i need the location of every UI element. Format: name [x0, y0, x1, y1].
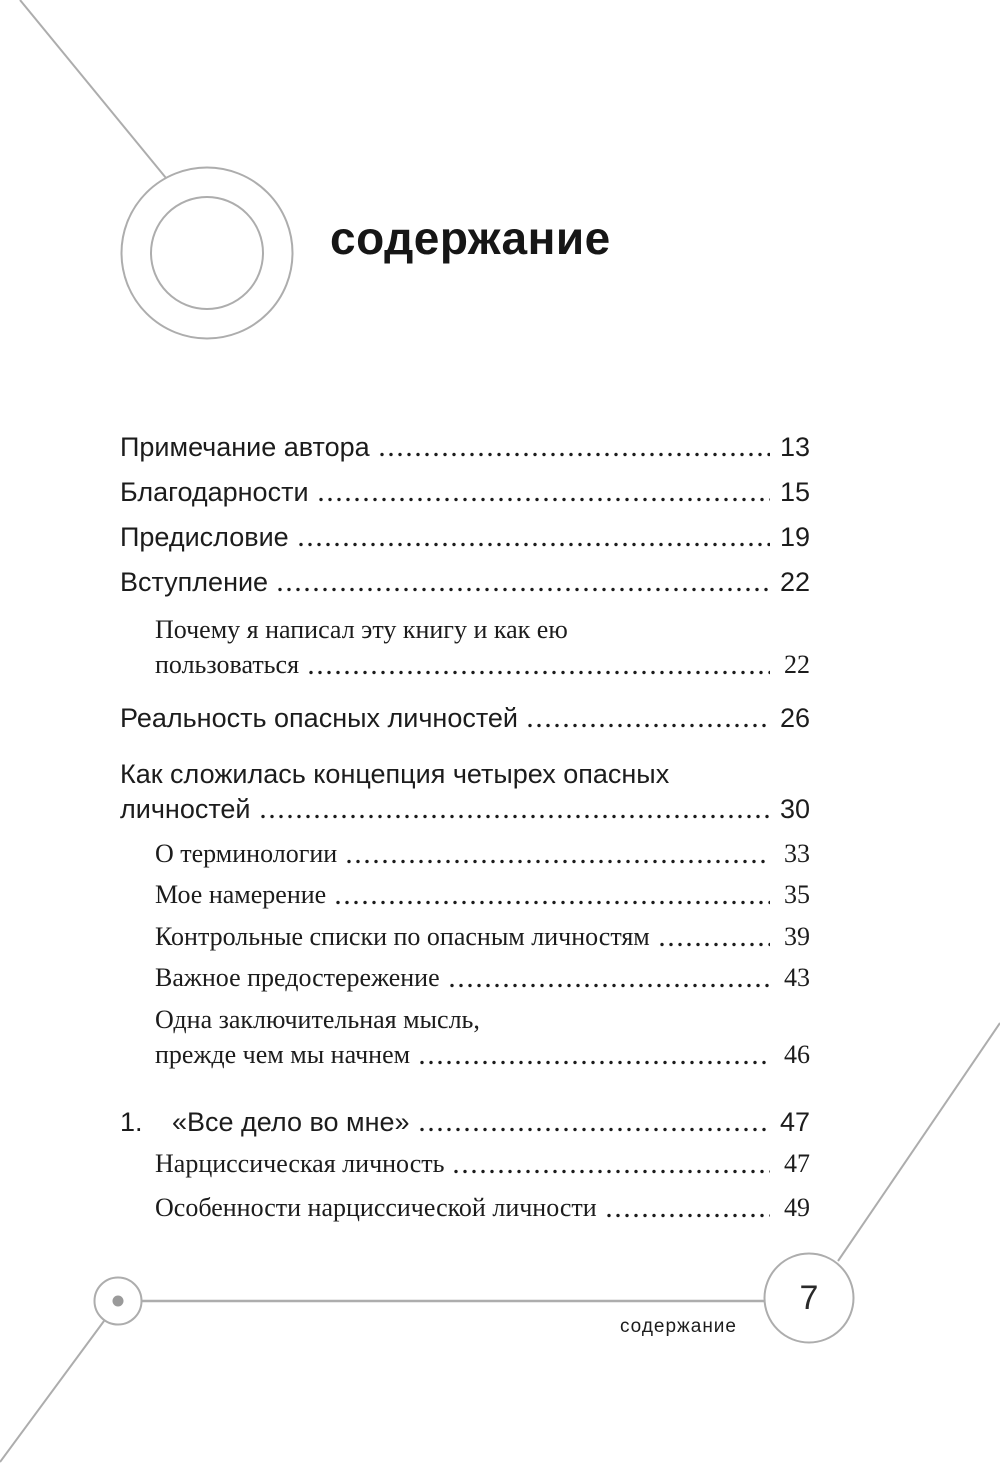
toc-entry-title: Почему я написал эту книгу и как ею — [155, 615, 568, 644]
toc-page-number: 13 — [779, 432, 810, 462]
toc-entry-title: Примечание автора — [120, 432, 370, 462]
toc-entry-title: Важное предостережение — [155, 963, 440, 992]
toc-entry-title: Реальность опасных личностей — [120, 703, 518, 733]
toc-entry — [155, 612, 810, 646]
toc-entry-title: Благодарности — [120, 477, 309, 507]
toc-entry-title: Нарциссическая личность — [155, 1149, 445, 1178]
toc-entry-title: Предисловие — [120, 522, 289, 552]
toc-entry — [120, 474, 810, 508]
toc-entry — [120, 519, 810, 553]
dot-leader — [261, 814, 771, 819]
toc-entry-title: Как сложилась концепция четырех опасных — [120, 759, 670, 789]
toc-page-number: 43 — [784, 963, 810, 992]
toc-entry-title: Одна заключительная мысль, — [155, 1005, 480, 1034]
toc-entry — [120, 791, 810, 825]
dot-leader — [450, 983, 770, 988]
dot-leader — [278, 587, 770, 592]
toc-page-number: 22 — [779, 567, 810, 597]
toc-page-number: 19 — [779, 522, 810, 552]
toc-entry-title: «Все дело во мне» — [172, 1107, 410, 1137]
dot-leader — [660, 942, 770, 947]
chapter-number: 1. — [120, 1107, 143, 1137]
toc-page-number: 35 — [784, 880, 810, 909]
footer-page-number: 7 — [799, 1278, 819, 1317]
toc-page-number: 22 — [784, 650, 810, 679]
toc-page-number: 15 — [779, 477, 810, 507]
dot-leader — [347, 859, 770, 864]
footer-running-title: содержание — [619, 1316, 737, 1337]
toc-page-number: 49 — [784, 1193, 810, 1222]
toc-entry-title: Мое намерение — [155, 880, 327, 909]
toc-entry — [155, 919, 810, 953]
toc-chapter-entry — [120, 1104, 810, 1138]
toc-entry — [120, 756, 810, 790]
toc-entry — [155, 1002, 810, 1036]
toc-entry-title: пользоваться — [155, 650, 300, 679]
diagonal-line-bottom-right — [838, 1023, 1000, 1261]
toc-page-number: 26 — [779, 703, 810, 733]
toc-entry — [155, 1190, 810, 1224]
toc-entry — [155, 836, 810, 870]
toc-entry-title: О терминологии — [155, 839, 338, 868]
toc-page-number: 39 — [784, 922, 810, 951]
toc-entry — [155, 960, 810, 994]
dot-leader — [420, 1060, 770, 1065]
dot-leader — [319, 497, 770, 502]
toc-entry — [120, 564, 810, 598]
table-of-contents — [120, 0, 810, 1468]
toc-page-number: 30 — [779, 794, 810, 824]
toc-page-number: 47 — [784, 1149, 810, 1178]
dot-leader — [309, 670, 770, 675]
toc-page-number: 47 — [779, 1107, 810, 1137]
toc-entry-title: прежде чем мы начнем — [155, 1040, 411, 1069]
toc-entry — [155, 1146, 810, 1180]
dot-leader — [607, 1213, 770, 1218]
toc-entry-title: Контрольные списки по опасным личностям — [155, 922, 650, 951]
toc-entry — [120, 429, 810, 463]
dot-leader — [380, 452, 770, 457]
diagonal-line-bottom-left — [0, 1321, 104, 1462]
toc-entry — [155, 877, 810, 911]
toc-entry — [155, 647, 810, 681]
toc-page-number: 46 — [784, 1040, 810, 1069]
page-title: содержание — [330, 212, 611, 264]
dot-leader — [336, 900, 770, 905]
dot-leader — [420, 1127, 770, 1132]
toc-entry-title: личностей — [120, 794, 251, 824]
toc-entry — [155, 1037, 810, 1071]
dot-leader — [299, 542, 770, 547]
toc-entry — [120, 700, 810, 734]
toc-entry-title: Особенности нарциссической личности — [155, 1193, 597, 1222]
toc-entry-title: Вступление — [120, 567, 269, 597]
dot-leader — [528, 723, 770, 728]
toc-page-number: 33 — [784, 839, 810, 868]
dot-leader — [454, 1169, 770, 1174]
